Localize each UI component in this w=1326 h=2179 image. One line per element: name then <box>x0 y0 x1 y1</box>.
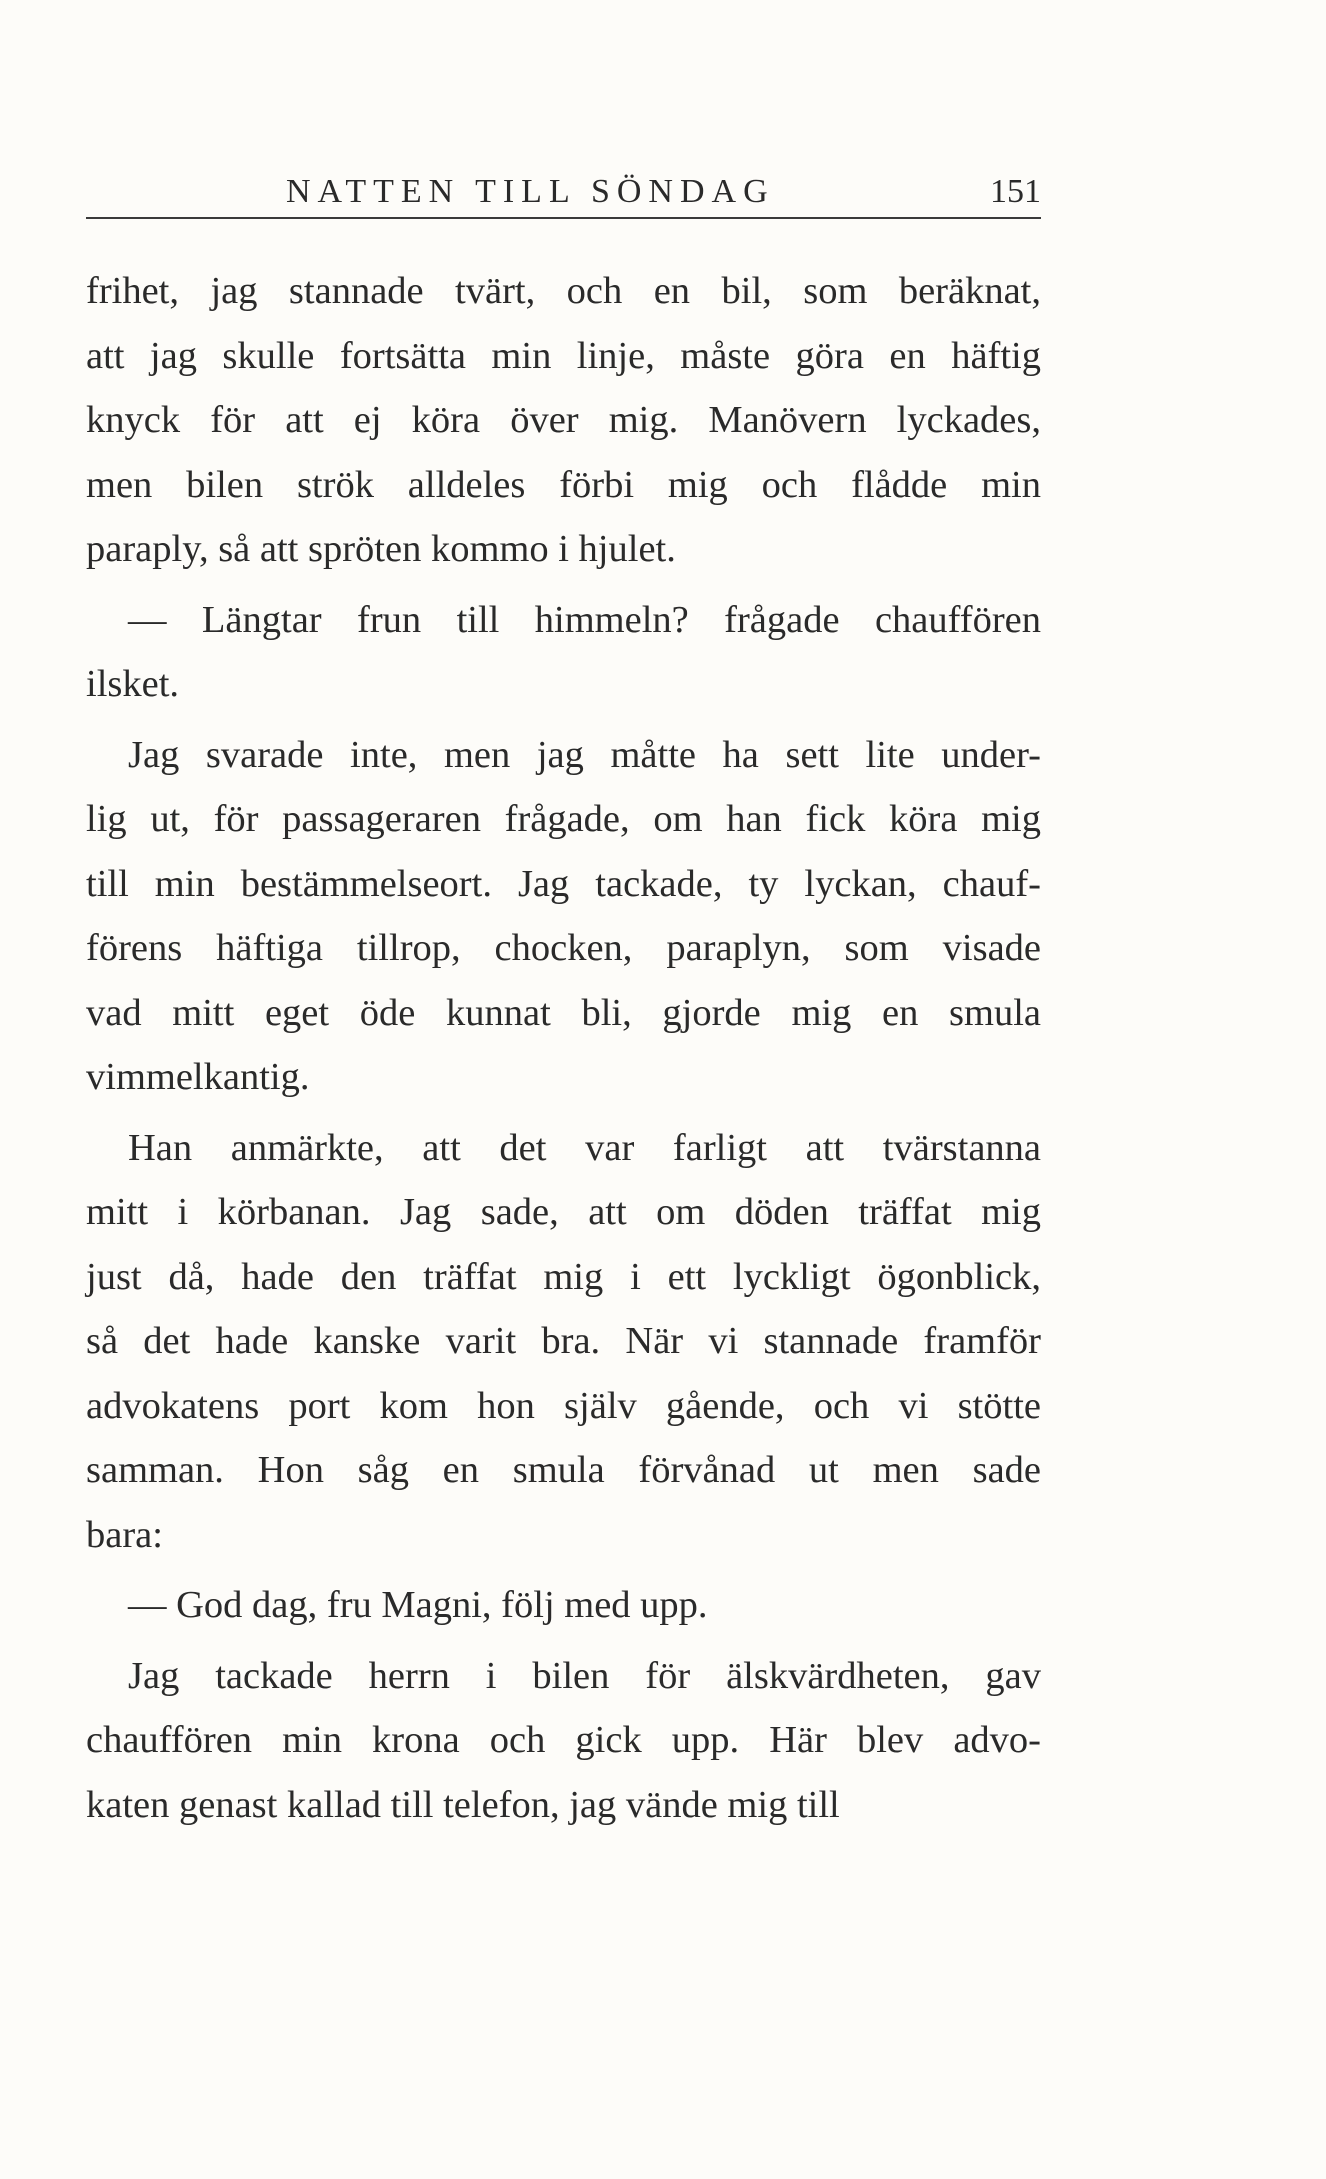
text-line: Han anmärkte, att det var farligt att tvärstanna <box>128 1126 1041 1169</box>
text-line: frihet, jag stannade tvärt, och en bil, som beräknat, <box>86 270 1041 312</box>
paragraph <box>86 588 1041 717</box>
text-line: — Längtar frun till himmeln? frågade chauffören <box>128 598 1041 641</box>
text-line: advokatens port kom hon själv gående, och vi stötte <box>86 1384 1041 1427</box>
text-line: så det hade kanske varit bra. När vi stannade framför <box>86 1320 1041 1362</box>
text-line: chauffören min krona och gick upp. Här blev advo- <box>86 1719 1041 1761</box>
text-line: mitt i körbanan. Jag sade, att om döden träffat mig <box>86 1191 1041 1233</box>
text-line: samman. Hon såg en smula förvånad ut men sade <box>86 1449 1041 1491</box>
text-line: bara: <box>86 1513 163 1556</box>
paragraph <box>86 1116 1041 1568</box>
text-line: katen genast kallad till telefon, jag vände mig till <box>86 1783 840 1826</box>
text-line: just då, hade den träffat mig i ett lyckligt ögonblick, <box>86 1255 1041 1298</box>
paragraph <box>86 1573 1041 1638</box>
text-line: vad mitt eget öde kunnat bli, gjorde mig en smula <box>86 991 1041 1034</box>
text-line: lig ut, för passageraren frågade, om han fick köra mig <box>86 798 1041 840</box>
text-line: förens häftiga tillrop, chocken, paraplyn, som visade <box>86 927 1041 969</box>
text-line: att jag skulle fortsätta min linje, måste göra en häftig <box>86 334 1041 377</box>
text-line: — God dag, fru Magni, följ med upp. <box>128 1584 708 1626</box>
paragraph <box>86 259 1041 582</box>
running-head <box>86 165 1041 219</box>
paragraph <box>86 723 1041 1110</box>
text-line: till min bestämmelseort. Jag tackade, ty lyckan, chauf- <box>86 862 1041 905</box>
text-line: men bilen strök alldeles förbi mig och flådde min <box>86 463 1041 506</box>
paragraph <box>86 1644 1041 1838</box>
text-line: knyck för att ej köra över mig. Manövern lyckades, <box>86 399 1041 441</box>
text-line: ilsket. <box>86 663 180 705</box>
text-line: vimmelkantig. <box>86 1056 310 1098</box>
page-number: 151 <box>990 173 1041 210</box>
body-text <box>86 259 1041 1837</box>
text-line: Jag tackade herrn i bilen för älskvärdheten, gav <box>128 1654 1041 1697</box>
text-line: paraply, så att spröten kommo i hjulet. <box>86 528 676 570</box>
running-head-title: NATTEN TILL SÖNDAG <box>286 173 775 210</box>
text-line: Jag svarade inte, men jag måtte ha sett lite under- <box>128 733 1041 776</box>
book-page <box>86 165 1041 1837</box>
